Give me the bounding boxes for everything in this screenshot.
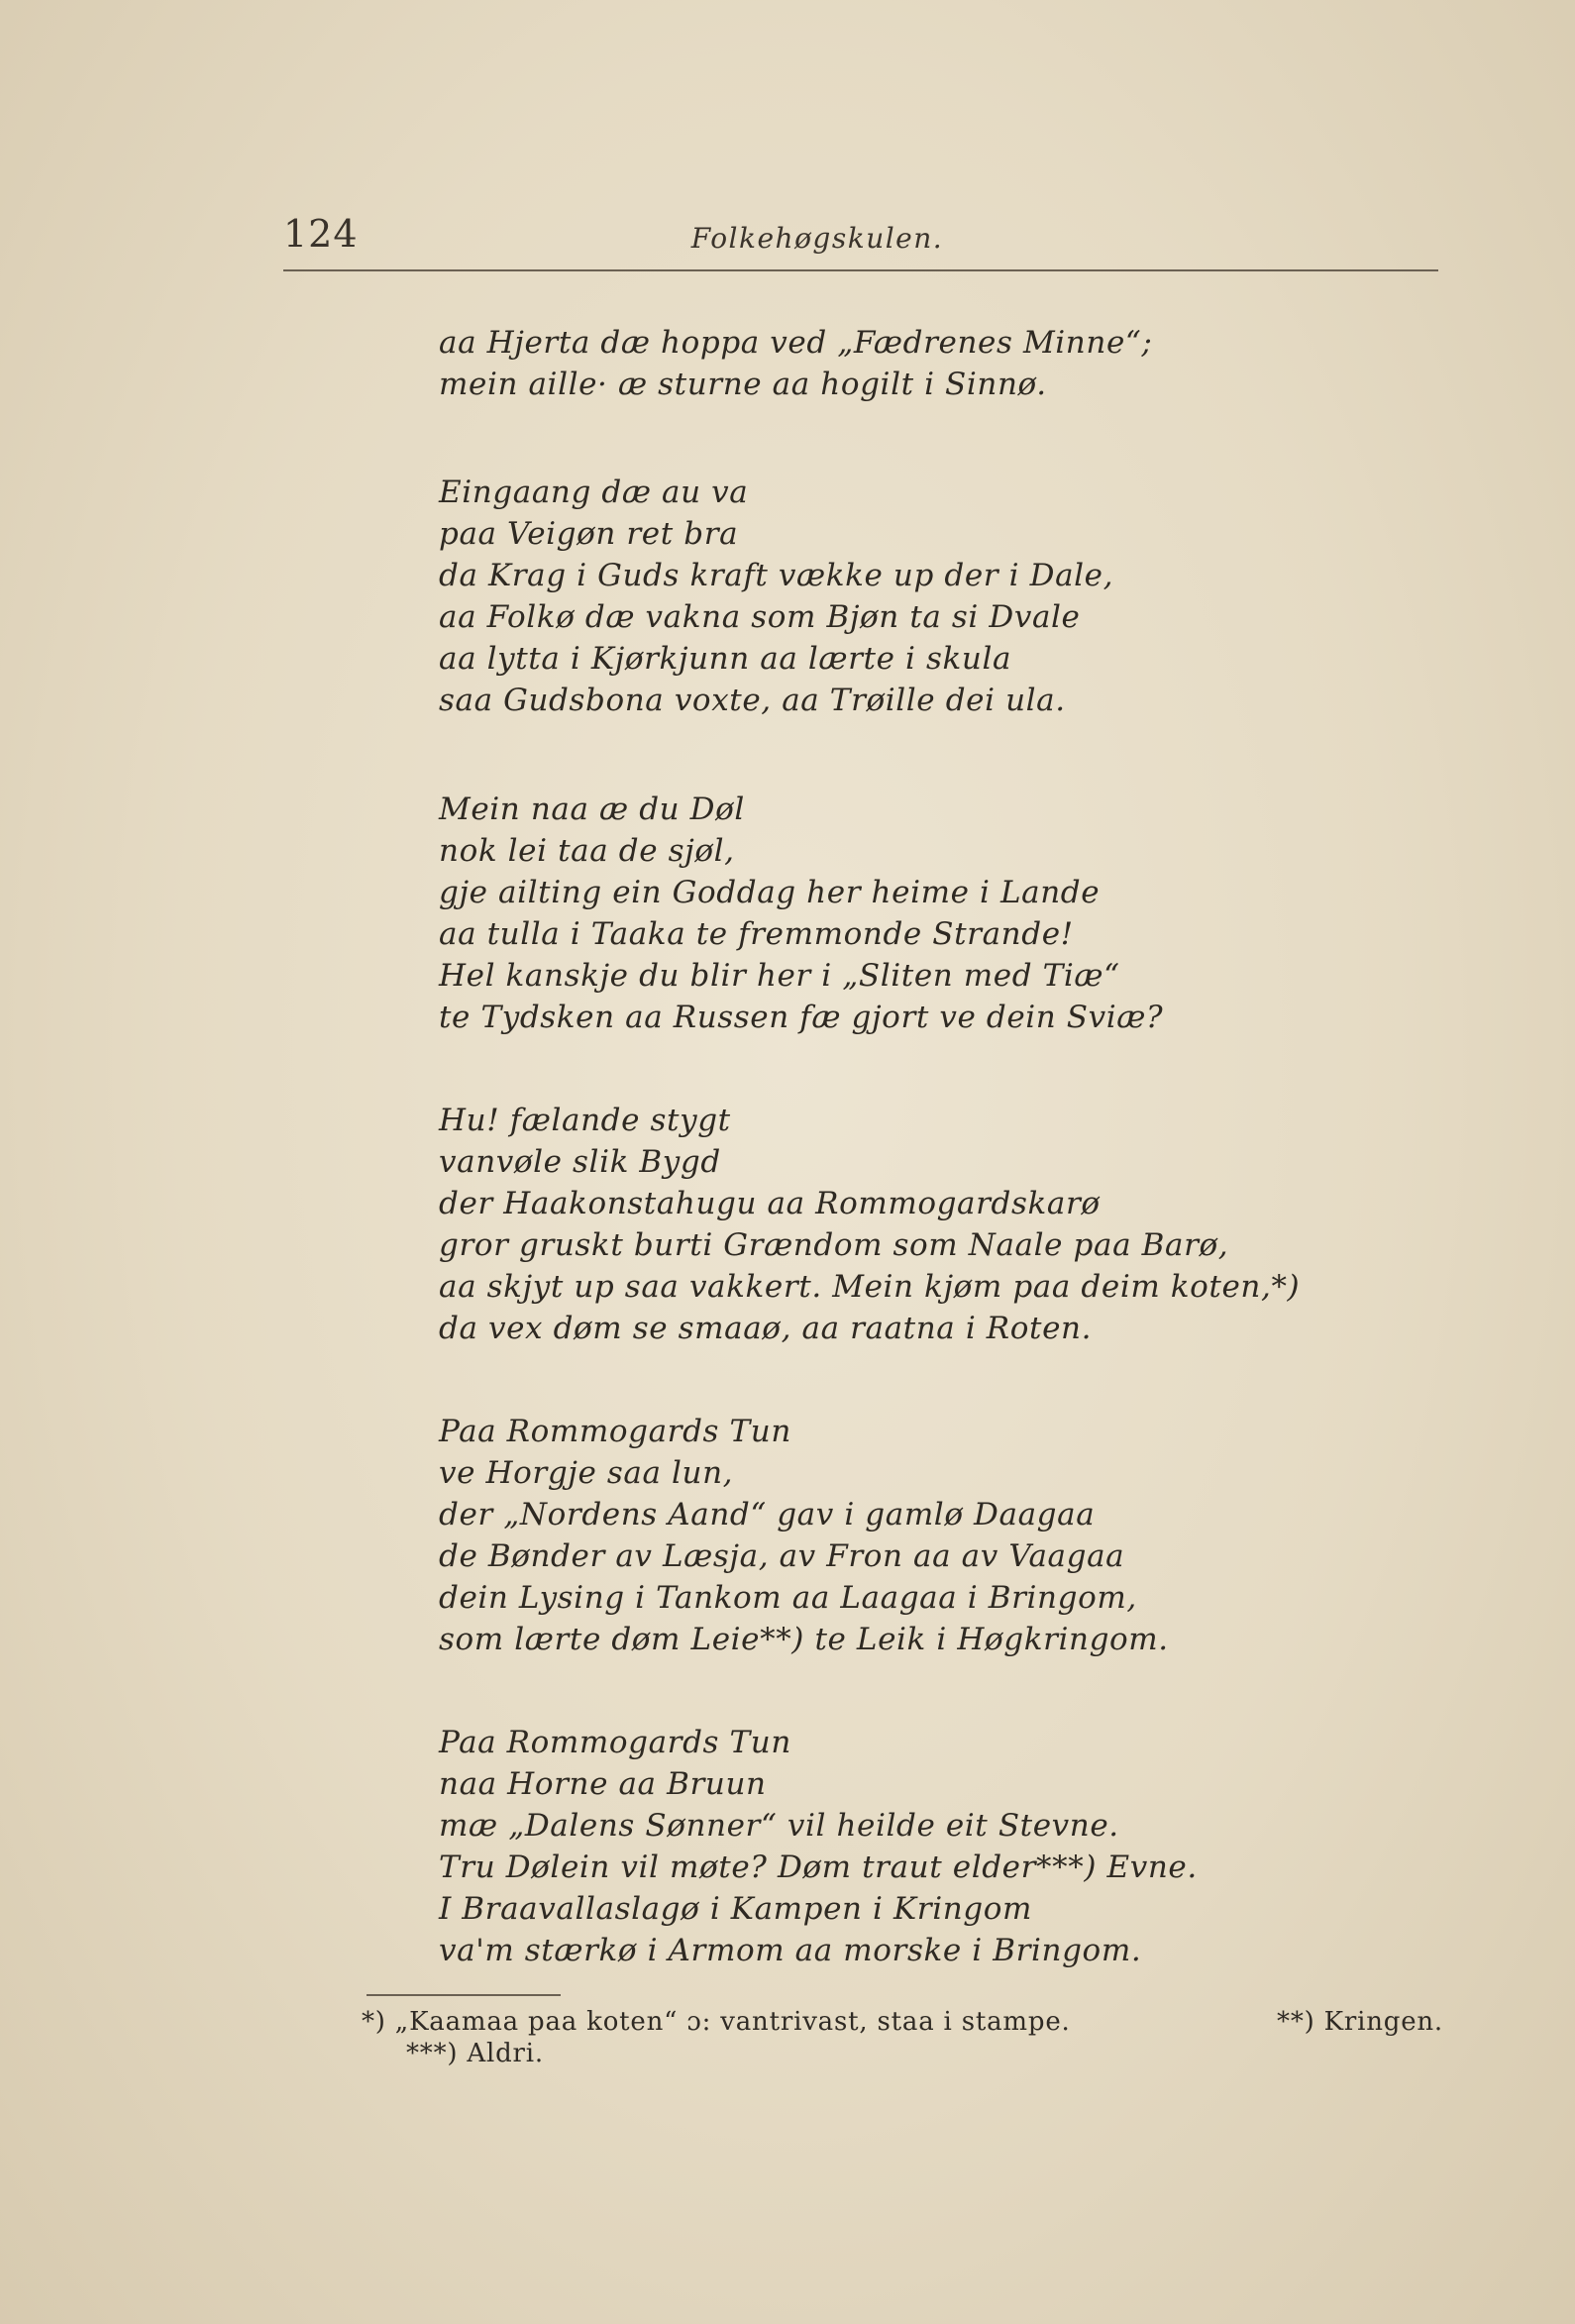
poem-line: va'm stærkø i Armom aa morske i Bringom. (439, 1933, 1142, 1968)
poem-line: saa Gudsbona voxte, aa Trøille dei ula. (439, 683, 1066, 718)
stanza-6 (439, 1722, 1429, 1971)
footnote-line-2 (362, 2038, 1451, 2069)
poem-line: aa tulla i Taaka te fremmonde Strande! (439, 916, 1074, 952)
running-title: Folkehøgskulen. (690, 222, 944, 255)
poem-line: dein Lysing i Tankom aa Laagaa i Bringom, (439, 1580, 1137, 1616)
poem-line: de Bønder av Læsja, av Fron aa av Vaagaa (439, 1538, 1125, 1574)
poem-line: aa lytta i Kjørkjunn aa lærte i skula (439, 641, 1012, 677)
stanza-4 (439, 1100, 1429, 1349)
poem-body (439, 322, 1429, 1971)
poem-line: te Tydsken aa Russen fæ gjort ve dein Sviæ? (439, 1000, 1164, 1035)
poem-line: aa Hjerta dæ hoppa ved „Fædrenes Minne“; (439, 325, 1153, 361)
poem-line: nok lei taa de sjøl, (439, 833, 735, 869)
footnote-rule (367, 1994, 561, 1996)
poem-line: Paa Rommogards Tun (439, 1414, 791, 1449)
poem-line: aa Folkø dæ vakna som Bjøn ta si Dvale (439, 599, 1081, 635)
footnote-kringen: **) Kringen. (1277, 2007, 1443, 2037)
poem-line: Hel kanskje du blir her i „Sliten med Tiæ“ (439, 958, 1120, 994)
stanza-2 (439, 472, 1429, 721)
stanza-1 (439, 322, 1429, 405)
poem-line: ve Horgje saa lun, (439, 1455, 734, 1491)
poem-line: Paa Rommogards Tun (439, 1725, 791, 1760)
poem-line: vanvøle slik Bygd (439, 1144, 721, 1180)
poem-line: mein aille· æ sturne aa hogilt i Sinnø. (439, 367, 1047, 402)
poem-line: Hu! fælande stygt (439, 1103, 731, 1138)
poem-line: naa Horne aa Bruun (439, 1766, 767, 1802)
footnote-koten: *) „Kaamaa paa koten“ ɔ: vantrivast, staa i stampe. (362, 2007, 1071, 2037)
poem-line: I Braavallaslagø i Kampen i Kringom (439, 1891, 1032, 1927)
footnotes (362, 2006, 1451, 2069)
poem-line: aa skjyt up saa vakkert. Mein kjøm paa deim koten,*) (439, 1269, 1301, 1305)
footnote-line-1 (362, 2006, 1451, 2038)
poem-line: gror gruskt burti Grændom som Naale paa Barø, (439, 1227, 1229, 1263)
poem-line: Tru Dølein vil møte? Døm traut elder***) Evne. (439, 1849, 1198, 1885)
footnote-aldri: ***) Aldri. (406, 2039, 544, 2068)
poem-line: da vex døm se smaaø, aa raatna i Roten. (439, 1311, 1093, 1346)
poem-line: Mein naa æ du Døl (439, 792, 745, 827)
poem-line: der „Nordens Aand“ gav i gamlø Daagaa (439, 1497, 1096, 1532)
poem-line: gje ailting ein Goddag her heime i Lande (439, 875, 1101, 910)
poem-line: der Haakonstahugu aa Rommogardskarø (439, 1186, 1101, 1221)
poem-line: da Krag i Guds kraft vække up der i Dale, (439, 558, 1114, 593)
stanza-3 (439, 789, 1429, 1038)
poem-line: Eingaang dæ au va (439, 475, 749, 510)
header-rule (283, 269, 1438, 271)
poem-line: paa Veigøn ret bra (439, 516, 739, 552)
stanza-5 (439, 1411, 1429, 1660)
page-number: 124 (283, 212, 359, 256)
poem-line: mæ „Dalens Sønner“ vil heilde eit Stevne. (439, 1808, 1119, 1844)
poem-line: som lærte døm Leie**) te Leik i Høgkringom. (439, 1622, 1169, 1657)
